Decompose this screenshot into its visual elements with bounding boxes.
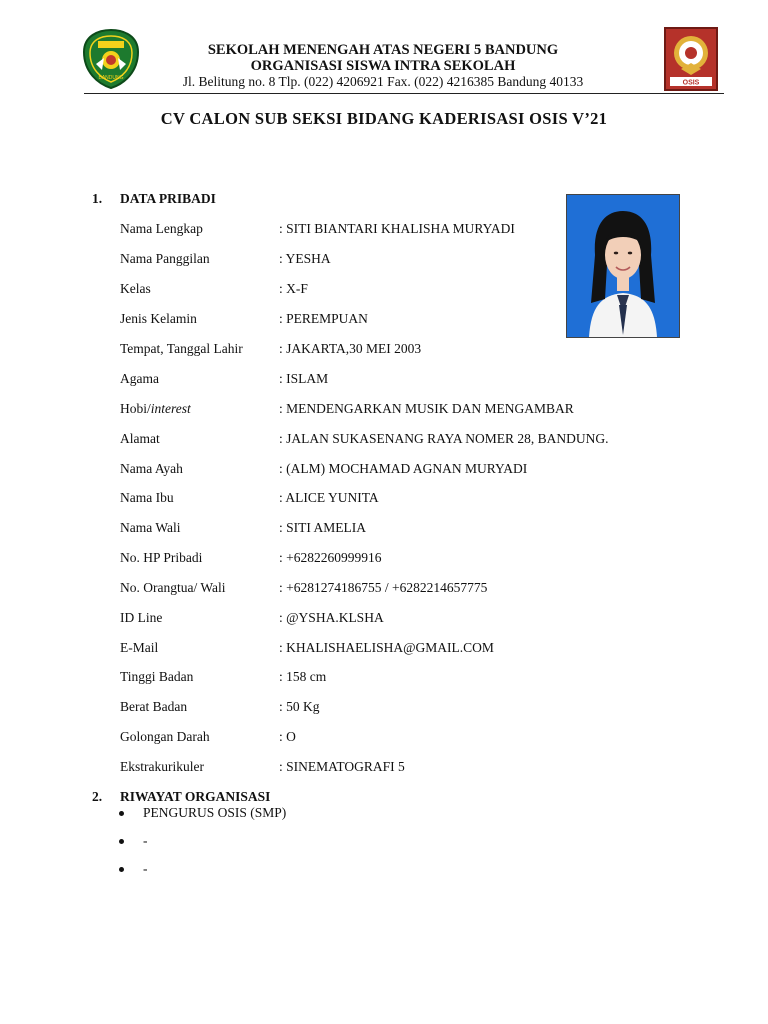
letterhead (150, 42, 616, 90)
field-label: Jenis Kelamin (120, 311, 197, 326)
field-value: : X-F (279, 281, 308, 296)
osis-emblem-icon (664, 27, 718, 91)
field-value: : SITI AMELIA (279, 520, 366, 535)
field-value: : 50 Kg (279, 699, 320, 714)
field-value: : +6281274186755 / +6282214657775 (279, 580, 488, 595)
field-label: Alamat (120, 431, 160, 446)
field-label: Nama Ayah (120, 461, 183, 476)
field-value: : 158 cm (279, 669, 327, 684)
field-value: : JALAN SUKASENANG RAYA NOMER 28, BANDUNG. (279, 431, 609, 446)
svg-text:BANDUNG: BANDUNG (98, 75, 124, 81)
list-item: - (143, 833, 148, 848)
organization-name: ORGANISASI SISWA INTRA SEKOLAH (250, 58, 516, 74)
field-label-hobby (120, 401, 191, 417)
field-value: : MENDENGARKAN MUSIK DAN MENGAMBAR (279, 401, 574, 416)
document-title: CV CALON SUB SEKSI BIDANG KADERISASI OSIS V’21 (160, 109, 608, 128)
field-value: : SINEMATOGRAFI 5 (279, 759, 405, 774)
letterhead-rule (84, 93, 724, 94)
bullet-icon (119, 811, 124, 816)
section-title: DATA PRIBADI (120, 191, 216, 206)
school-emblem-icon (80, 28, 142, 90)
field-value: : ALICE YUNITA (279, 490, 379, 505)
field-label: Nama Ibu (120, 490, 174, 505)
school-address: Jl. Belitung no. 8 Tlp. (022) 4206921 Fax. (022) 4216385 Bandung 40133 (182, 74, 584, 89)
field-value: : ISLAM (279, 371, 329, 386)
section-organization-history-heading (92, 789, 270, 805)
hobby-label-italic: interest (150, 401, 191, 416)
section-title: RIWAYAT ORGANISASI (120, 789, 271, 804)
list-item: PENGURUS OSIS (SMP) (143, 805, 287, 820)
field-label: ID Line (120, 610, 163, 625)
school-name: SEKOLAH MENENGAH ATAS NEGERI 5 BANDUNG (207, 42, 559, 58)
field-label: No. HP Pribadi (120, 550, 203, 565)
field-label: E-Mail (120, 640, 159, 655)
field-label: Nama Lengkap (120, 221, 203, 236)
field-label: Agama (120, 371, 159, 386)
field-label: Golongan Darah (120, 729, 210, 744)
section-personal-data-heading (92, 191, 216, 207)
bullet-icon (119, 839, 124, 844)
field-label: Tempat, Tanggal Lahir (120, 341, 243, 356)
student-portrait-photo (566, 194, 680, 338)
field-value: : PEREMPUAN (279, 311, 368, 326)
field-label: Tinggi Badan (120, 669, 194, 684)
field-value: : SITI BIANTARI KHALISHA MURYADI (279, 221, 515, 236)
field-label: No. Orangtua/ Wali (120, 580, 226, 595)
section-number: 1. (92, 191, 103, 206)
hobby-label-text: Hobi/ (120, 401, 151, 416)
field-value: : O (279, 729, 296, 744)
field-label: Kelas (120, 281, 151, 296)
field-value: : @YSHA.KLSHA (279, 610, 384, 625)
bullet-icon (119, 867, 124, 872)
field-value: : YESHA (279, 251, 331, 266)
list-item: - (143, 861, 148, 876)
field-value: : JAKARTA,30 MEI 2003 (279, 341, 422, 356)
field-value: : +6282260999916 (279, 550, 382, 565)
section-number: 2. (92, 789, 103, 804)
field-value: : (ALM) MOCHAMAD AGNAN MURYADI (279, 461, 528, 476)
field-label: Nama Wali (120, 520, 181, 535)
field-label: Nama Panggilan (120, 251, 210, 266)
field-label: Berat Badan (120, 699, 188, 714)
field-value: : KHALISHAELISHA@GMAIL.COM (279, 640, 494, 655)
svg-text:OSIS: OSIS (682, 79, 700, 87)
field-label: Ekstrakurikuler (120, 759, 204, 774)
